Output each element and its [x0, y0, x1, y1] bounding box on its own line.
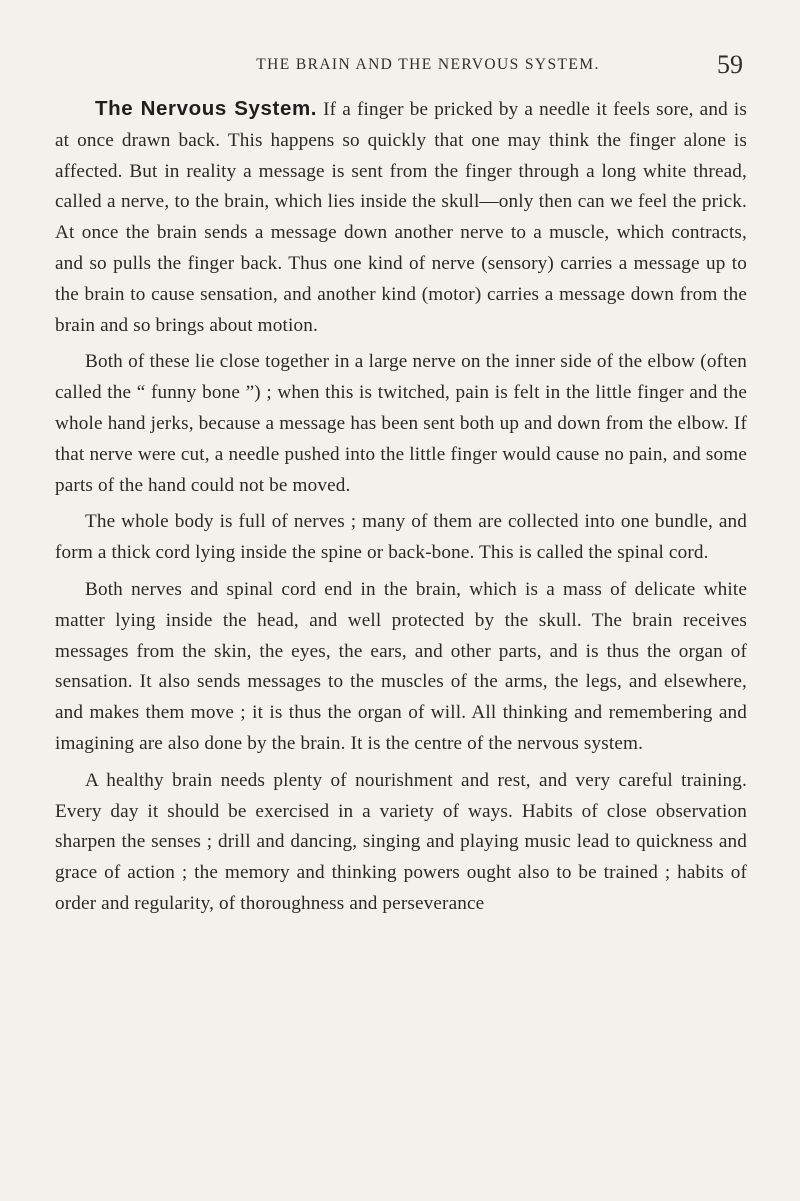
paragraph-text: If a finger be pricked by a needle it feels sore, and is at once drawn back. This happens so quickly that one may think the finger alone is affected. But in reality a message is sent from the finger through a long white thread, called a nerve, to the brain, which lies inside the skull—only then can we feel the prick. At once the brain sends a message down another nerve to a muscle, which contracts, and so pulls the finger back. Thus one kind of nerve (sensory) carries a message up to the brain to cause sensation, and another kind (motor) carries a message down from the brain and so brings about motion. [55, 99, 747, 336]
running-head [0, 50, 800, 84]
paragraph: Both of these lie close together in a large nerve on the inner side of the elbow (often called the “ funny bone ”) ; when this is twitched, pain is felt in the little finger and the whole hand jerks, because a message has been sent both up and down from the elbow. If that nerve were cut, a needle pushed into the little finger would cause no pain, and some parts of the hand could not be moved. [55, 351, 747, 496]
paragraph: The whole body is full of nerves ; many of them are collected into one bundle, and form a thick cord lying inside the spine or back-bone. This is called the spinal cord. [55, 511, 747, 564]
paragraph: A healthy brain needs plenty of nourishment and rest, and very careful training. Every day it should be exercised in a variety of ways. Habits of close observation sharpen the senses ; drill and dancing, singing and playing music lead to quickness and grace of action ; the memory and thinking powers ought also to be trained ; habits of order and regularity, of thoroughness and perseverance [55, 769, 747, 914]
running-title: THE BRAIN AND THE NERVOUS SYSTEM. [256, 56, 600, 73]
page-number: 59 [717, 50, 743, 79]
paragraph [55, 94, 747, 341]
body-text [55, 94, 747, 920]
section-heading: The Nervous System. [95, 97, 318, 120]
paragraph: Both nerves and spinal cord end in the brain, which is a mass of delicate white matter lying inside the head, and well protected by the skull. The brain receives messages from the skin, the eyes, the ears, and other parts, and is thus the organ of sensation. It also sends messages to the muscles of the arms, the legs, and elsewhere, and makes them move ; it is thus the organ of will. All thinking and remembering and imagining are also done by the brain. It is the centre of the nervous system. [55, 578, 747, 754]
